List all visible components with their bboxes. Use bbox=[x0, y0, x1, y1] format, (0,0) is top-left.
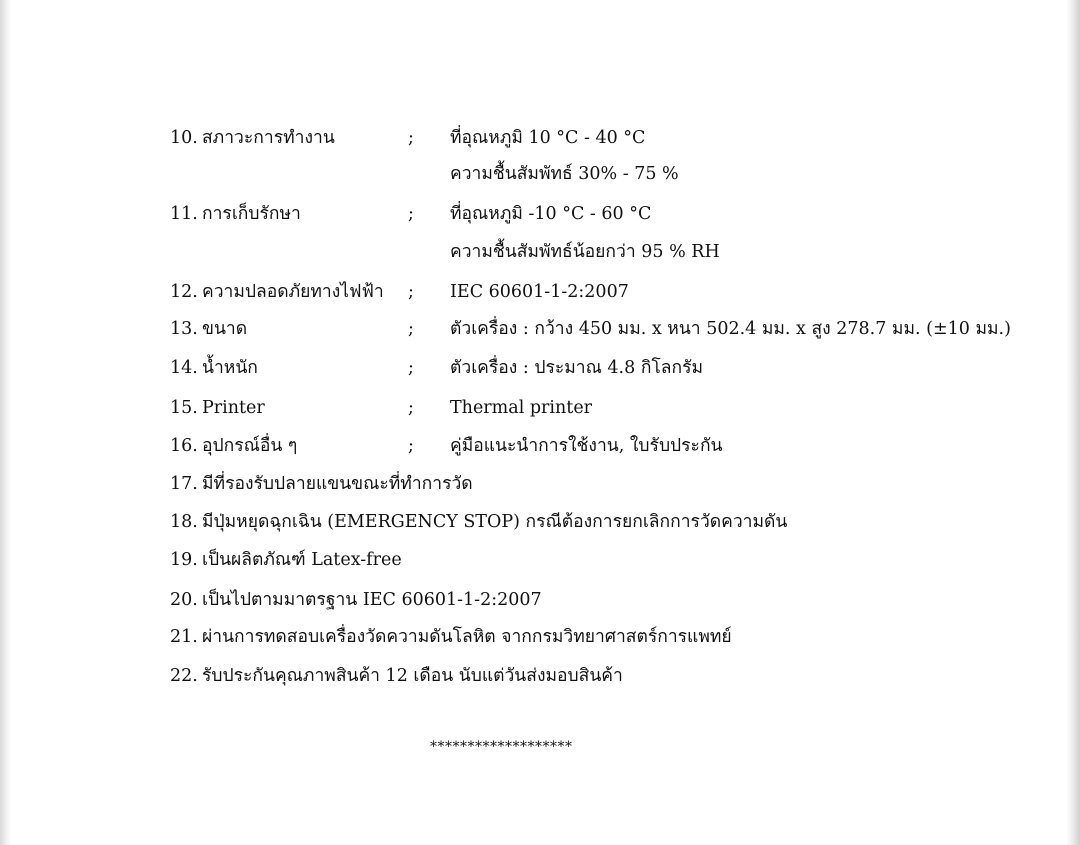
item-number: 17. bbox=[170, 474, 198, 494]
spec-value: ความชื้นสัมพัทธ์น้อยกว่า 95 % RH bbox=[450, 242, 720, 262]
end-of-document-stars: ******************* bbox=[430, 739, 573, 755]
item-number: 20. bbox=[170, 590, 198, 610]
spec-label: น้ำหนัก bbox=[202, 358, 258, 378]
spec-value: ตัวเครื่อง : กว้าง 450 มม. x หนา 502.4 มม. x สูง 278.7 มม. (±10 มม.) bbox=[450, 319, 1011, 339]
separator: ; bbox=[408, 436, 414, 456]
spec-value: IEC 60601-1-2:2007 bbox=[450, 282, 629, 302]
spec-label: ขนาด bbox=[202, 319, 248, 339]
spec-value: ความชื้นสัมพัทธ์ 30% - 75 % bbox=[450, 164, 679, 184]
spec-value: คู่มือแนะนำการใช้งาน, ใบรับประกัน bbox=[450, 436, 723, 456]
spec-label: การเก็บรักษา bbox=[202, 204, 301, 224]
separator: ; bbox=[408, 128, 414, 148]
item-number: 13. bbox=[170, 319, 198, 339]
spec-value: ตัวเครื่อง : ประมาณ 4.8 กิโลกรัม bbox=[450, 358, 704, 378]
note-text: มีปุ่มหยุดฉุกเฉิน (EMERGENCY STOP) กรณีต้องการยกเลิกการวัดความดัน bbox=[202, 512, 788, 532]
item-number: 15. bbox=[170, 398, 198, 418]
spec-label: สภาวะการทำงาน bbox=[202, 128, 335, 148]
note-text: เป็นไปตามมาตรฐาน IEC 60601-1-2:2007 bbox=[202, 590, 542, 610]
item-number: 14. bbox=[170, 358, 198, 378]
separator: ; bbox=[408, 398, 414, 418]
item-number: 16. bbox=[170, 436, 198, 456]
item-number: 12. bbox=[170, 282, 198, 302]
note-text: ผ่านการทดสอบเครื่องวัดความดันโลหิต จากกรมวิทยาศาสตร์การแพทย์ bbox=[202, 627, 732, 647]
spec-value: ที่อุณหภูมิ -10 °C - 60 °C bbox=[450, 204, 652, 224]
item-number: 22. bbox=[170, 666, 198, 686]
item-number: 11. bbox=[170, 204, 198, 224]
spec-label: ความปลอดภัยทางไฟฟ้า bbox=[202, 282, 384, 302]
spec-label: Printer bbox=[202, 398, 265, 418]
item-number: 18. bbox=[170, 512, 198, 532]
item-number: 21. bbox=[170, 627, 198, 647]
separator: ; bbox=[408, 319, 414, 339]
separator: ; bbox=[408, 204, 414, 224]
item-number: 10. bbox=[170, 128, 198, 148]
spec-value: Thermal printer bbox=[450, 398, 593, 418]
item-number: 19. bbox=[170, 550, 198, 570]
note-text: รับประกันคุณภาพสินค้า 12 เดือน นับแต่วันส่งมอบสินค้า bbox=[202, 666, 623, 686]
note-text: เป็นผลิตภัณฑ์ Latex-free bbox=[202, 550, 402, 570]
spec-label: อุปกรณ์อื่น ๆ bbox=[202, 436, 298, 456]
spec-value: ที่อุณหภูมิ 10 °C - 40 °C bbox=[450, 128, 646, 148]
note-text: มีที่รองรับปลายแขนขณะที่ทำการวัด bbox=[202, 474, 473, 494]
separator: ; bbox=[408, 358, 414, 378]
separator: ; bbox=[408, 282, 414, 302]
